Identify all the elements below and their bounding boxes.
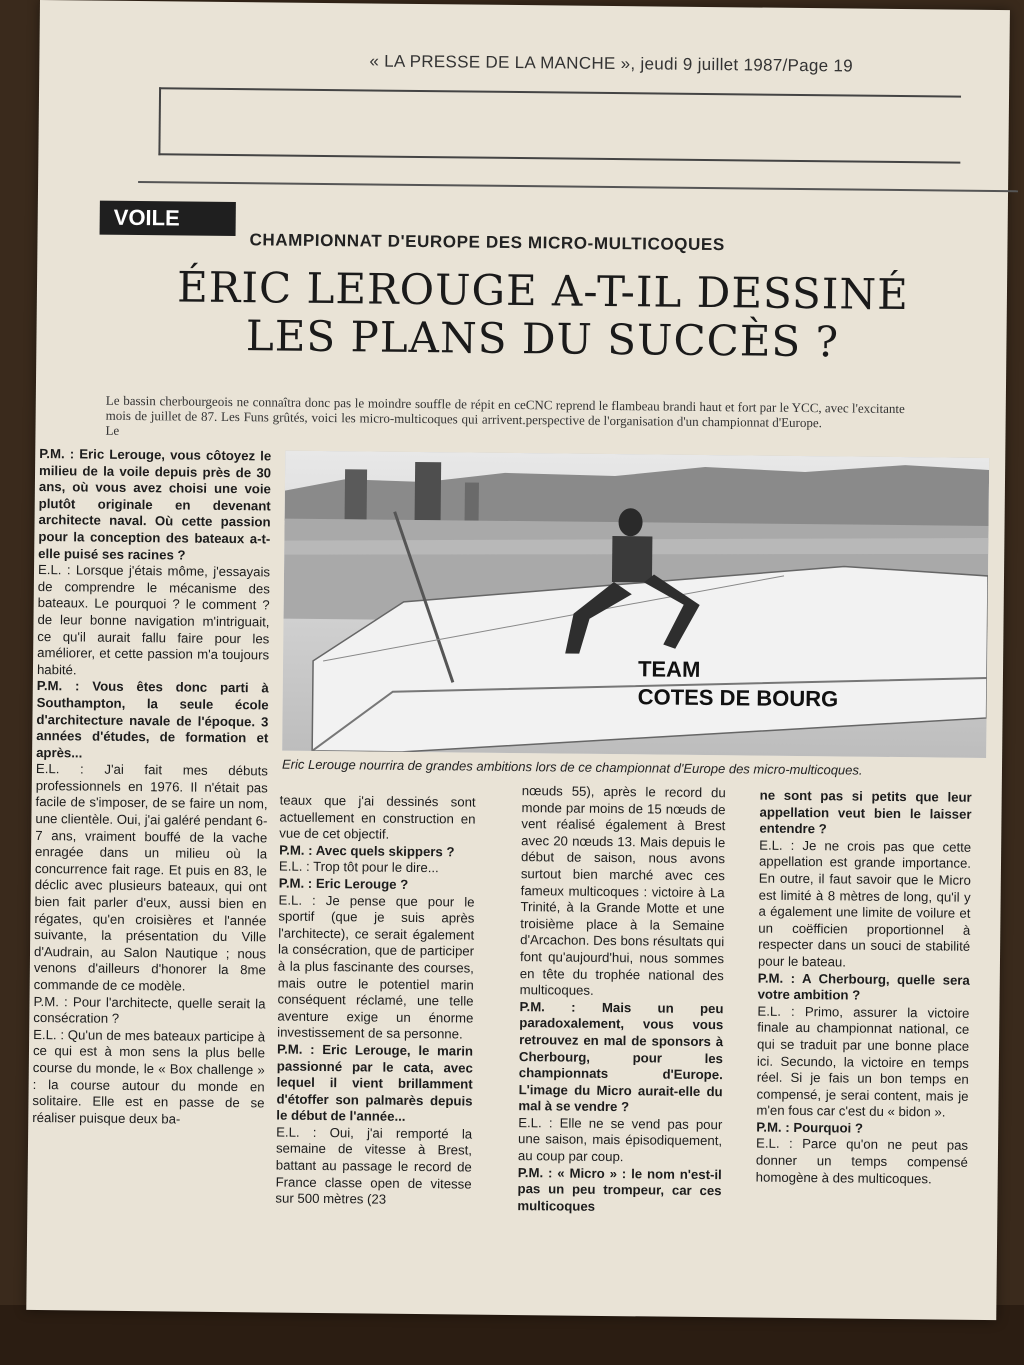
answer: E.L. : Lorsque j'étais môme, j'essayais de comprendre le mécanisme des bateaux. Le pourquoi ? le comment ? de leur bonne navigation m'intriguait, ce qu'il aurait fallu faire pour les améliorer, et cette passion m'a toujours habité. [36, 562, 271, 678]
newspaper-clipping [26, 0, 1010, 1320]
article-column-1 [32, 446, 271, 1129]
answer: E.L. : Je ne crois pas que cette appellation est grande importance. En outre, il faut savoir que le Micro est limité à 8 mètres de long, qu'il y a également une limite de voilure et un coëfficien proportionnel à respecter dans un souci de stabilité pour le bateau. [757, 837, 972, 970]
section-tag: VOILE [100, 201, 236, 236]
headline [122, 263, 963, 368]
article-photo [282, 451, 989, 758]
question: P.M. : Mais un peu paradoxalement, vous vous retrouvez en mal de sponsors à Cherbourg, pour les championnats d'Europe. L'image du Micro aurait-elle du mal à se vendre ? [518, 998, 724, 1115]
question: P.M. : « Micro » : le nom n'est-il pas un peu trompeur, car ces multicoques [517, 1164, 722, 1214]
header-box [158, 87, 961, 163]
lede-left: Le bassin cherbourgeois ne connaîtra donc pas le moindre souffle de répit en ce mois de juillet de 87. Les Funs grûtés, voici les micro-multicoques qui arrivent. Le [105, 392, 526, 438]
kicker: CHAMPIONNAT D'EUROPE DES MICRO-MULTICOQUES [249, 230, 725, 255]
question: P.M. : Eric Lerouge, vous côtoyez le milieu de la voile depuis près de 30 ans, où vous avez choisi une voie plutôt originale en devenant architecte naval. Où cette passion pour la conception des bateaux a-t-elle puisé ses racines ? [38, 446, 272, 563]
masthead: « LA PRESSE DE LA MANCHE », jeudi 9 juillet 1987/Page 19 [369, 51, 854, 76]
answer: E.L. : Qu'un de mes bateaux participe à ce qui est à mon sens la plus belle course du monde, le « Box challenge » : la course autour du monde en solitaire. Elle est en passe de se réaliser puisque deux ba- [32, 1026, 266, 1127]
article-column-2 [275, 793, 475, 1210]
photo-caption: Eric Lerouge nourrira de grandes ambitions lors de ce championnat d'Europe des micro-multicoques. [281, 756, 863, 778]
boat-text-sponsor: COTES DE BOURG [637, 684, 839, 712]
lede-right: CNC reprend le flambeau brandi haut et fort par le YCC, avec l'excitante perspective de l'organisation d'un championnat d'Europe. [525, 397, 905, 431]
answer: teaux que j'ai dessinés sont actuellement en construction en vue de cet objectif. [279, 792, 476, 842]
answer: E.L. : J'ai fait mes débuts professionnels en 1976. Il n'était pas facile de s'imposer, de se faire un nom, une clientèle. Oui, j'ai galéré pendant 6-7 ans, vraiment bouffé de la vache enragée dans un milieu où la concurrence fait rage. Et puis en 83, le déclic avec plusieurs bateaux, qui ont bien fait parler d'eux, aussi bien en régates, qu'en croisières et l'année suivante, la présentation du Ville d'Audrain, au Salon Nautique ; nous venons d'ailleurs d'honorer la 8me commande de ce modèle. [33, 761, 269, 994]
question: P.M. : Pourquoi ? [756, 1119, 864, 1136]
question: P.M. : Pour l'architecte, quelle serait la consécration ? [33, 993, 266, 1027]
answer: E.L. : Oui, j'ai remporté la semaine de vitesse à Brest, battant au passage le record de France classe open de vitesse sur 500 mètres (23 [275, 1124, 473, 1207]
answer: E.L. : Elle ne se vend pas pour une saison, mais épisodiquement, au coup par coup. [517, 1114, 723, 1165]
question: P.M. : Avec quels skippers ? [279, 842, 455, 860]
question: P.M. : A Cherbourg, quelle sera votre ambition ? [757, 970, 970, 1003]
answer: E.L. : Trop tôt pour le dire... [278, 858, 439, 876]
question: P.M. : Vous êtes donc parti à Southampton, la seule école d'architecture navale de l'époque. 3 années d'études, de formation et après... [36, 678, 269, 761]
article-column-3 [517, 783, 726, 1217]
question: P.M. : Eric Lerouge ? [278, 875, 409, 892]
article-column-4 [756, 788, 972, 1188]
headline-line-1: ÉRIC LEROUGE A-T-IL DESSINÉ [176, 262, 910, 320]
question: P.M. : Eric Lerouge, le marin passionné par le cata, avec lequel il vient brillamment d'étoffer son palmarès depuis le début de l'année... [276, 1041, 474, 1125]
boat-text-team: TEAM [637, 656, 701, 682]
answer: E.L. : Je pense que pour le sportif (que je suis après l'architecte), ce serait également la consécration, que de participer à la plus fascinante des courses, mais outre le potentiel marin conséquent réclamé, une telle aventure exige un énorme investissement de sa personne. [277, 892, 475, 1042]
answer: nœuds 55), après le record du monde par moins de 15 nœuds de vent réalisé également à Brest avec 20 nœuds 13. Mais depuis le début de saison, nous avons surtout bien marché avec ces fameux multicoques : victoire à La Trinité, à la Grande Motte et une troisième place à la Semaine d'Arcachon. Des bons résultats qui font qu'aujourd'hui, nous sommes en tête du trophée national des multicoques. [519, 783, 726, 998]
headline-line-2: LES PLANS DU SUCCÈS ? [245, 311, 840, 367]
divider-rule [138, 181, 1018, 192]
question: ne sont pas si petits que leur appellation veut bien le laisser entendre ? [759, 787, 972, 837]
photo-illustration [282, 451, 989, 758]
answer: E.L. : Parce qu'on ne peut pas donner un temps compensé homogène à des multicoques. [755, 1136, 969, 1187]
answer: E.L. : Primo, assurer la victoire finale au championnat national, ce qui se traduit par une bonne place ici. Secundo, la victoire en temps réel. Si je fais un bon temps en compensé, je serai content, mais je m'en fous car c'est du « bidon ». [756, 1003, 970, 1120]
